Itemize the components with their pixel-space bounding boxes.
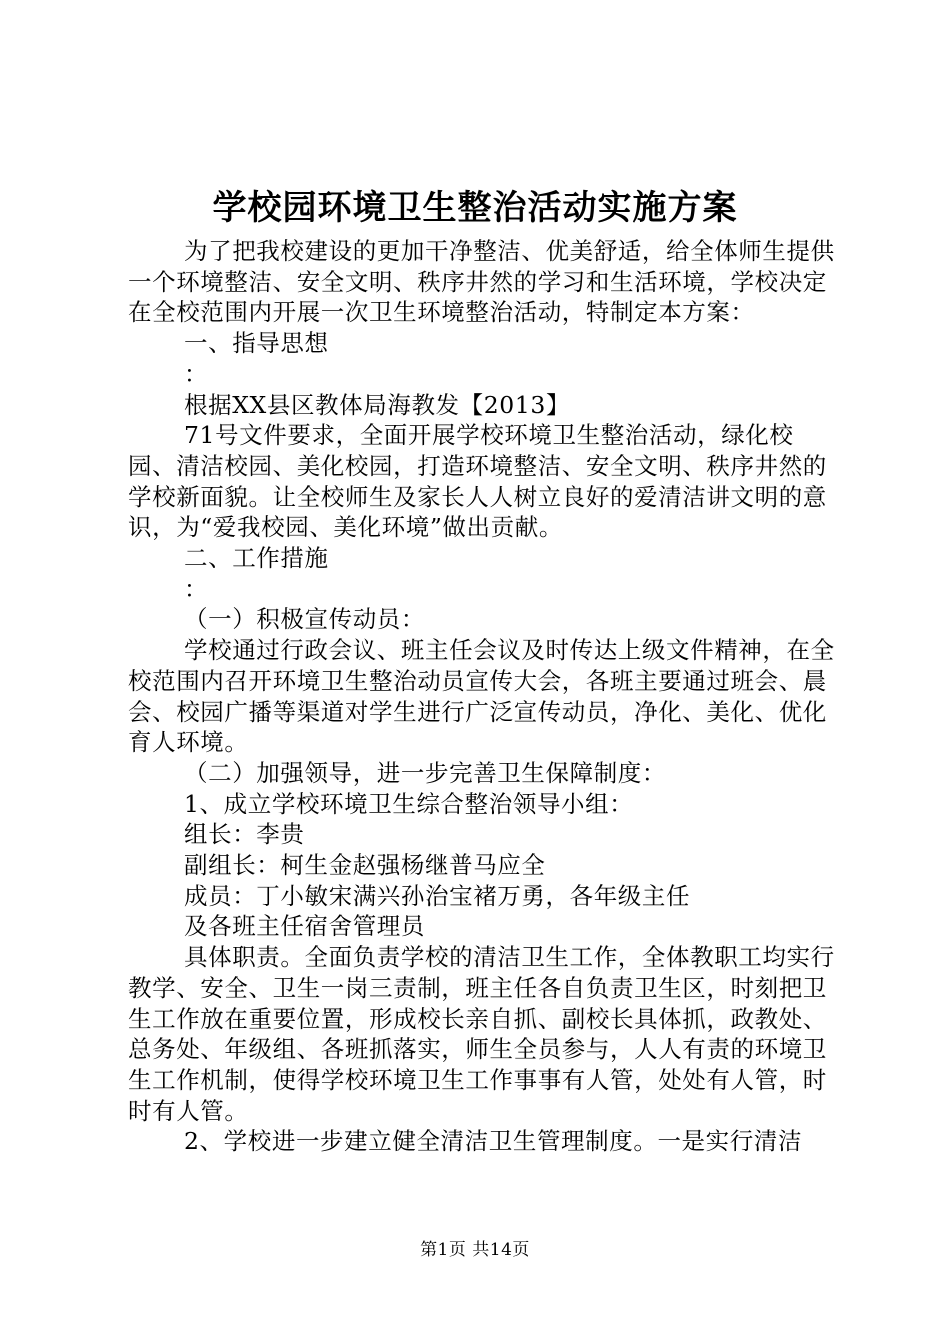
heading-work-measures: 二、工作措施 xyxy=(184,544,329,573)
paragraph-intro: 为了把我校建设的更加干净整洁、优美舒适，给全体师生提供一个环境整洁、安全文明、秩序井然的学习和生活环境，学校决定在全校范围内开展一次卫生环境整治活动，特制定本方案： xyxy=(128,237,835,327)
paragraph-management-system: 2、学校进一步建立健全清洁卫生管理制度。一是实行清洁 xyxy=(184,1127,803,1156)
subheading-publicity: （一）积极宣传动员： xyxy=(184,605,425,634)
item-deputy-leaders: 副组长：柯生金赵强杨继普马应全 xyxy=(184,851,546,880)
item-group-leader: 组长：李贵 xyxy=(184,820,305,849)
page-number: 第1页 共14页 xyxy=(420,1240,530,1260)
item-leading-group: 1、成立学校环境卫生综合整治领导小组： xyxy=(184,789,634,818)
paragraph-requirements: 71号文件要求，全面开展学校环境卫生整治活动，绿化校园、清洁校园、美化校园，打造环境整洁、安全文明、秩序井然的学校新面貌。让全校师生及家长人人树立良好的爱清洁讲文明的意识，为“爱我校园、美化环境”做出贡献。 xyxy=(128,421,827,542)
document-body xyxy=(128,236,840,1157)
paragraph-basis: 根据XX县区教体局海教发【2013】 xyxy=(184,390,571,419)
colon-line: ： xyxy=(184,574,209,603)
paragraph-responsibilities: 具体职责。全面负责学校的清洁卫生工作，全体教职工均实行教学、安全、卫生一岗三责制，班主任各自负责卫生区，时刻把卫生工作放在重要位置，形成校长亲自抓、副校长具体抓，政教处、总务处、年级组、各班抓落实，师生全员参与，人人有责的环境卫生工作机制，使得学校环境卫生工作事事有人管，处处有人管，时时有人管。 xyxy=(128,943,835,1125)
document-title: 学校园环境卫生整治活动实施方案 xyxy=(212,188,738,228)
paragraph-publicity: 学校通过行政会议、班主任会议及时传达上级文件精神，在全校范围内召开环境卫生整治动员宣传大会，各班主要通过班会、晨会、校园广播等渠道对学生进行广泛宣传动员，净化、美化、优化育人环境。 xyxy=(128,636,835,757)
item-members-continued: 及各班主任宿舍管理员 xyxy=(184,912,425,941)
subheading-leadership: （二）加强领导，进一步完善卫生保障制度： xyxy=(184,758,666,787)
item-members: 成员：丁小敏宋满兴孙治宝褚万勇，各年级主任 xyxy=(184,881,691,910)
colon-line: ： xyxy=(184,359,209,388)
heading-guiding-ideology: 一、指导思想 xyxy=(184,329,329,358)
